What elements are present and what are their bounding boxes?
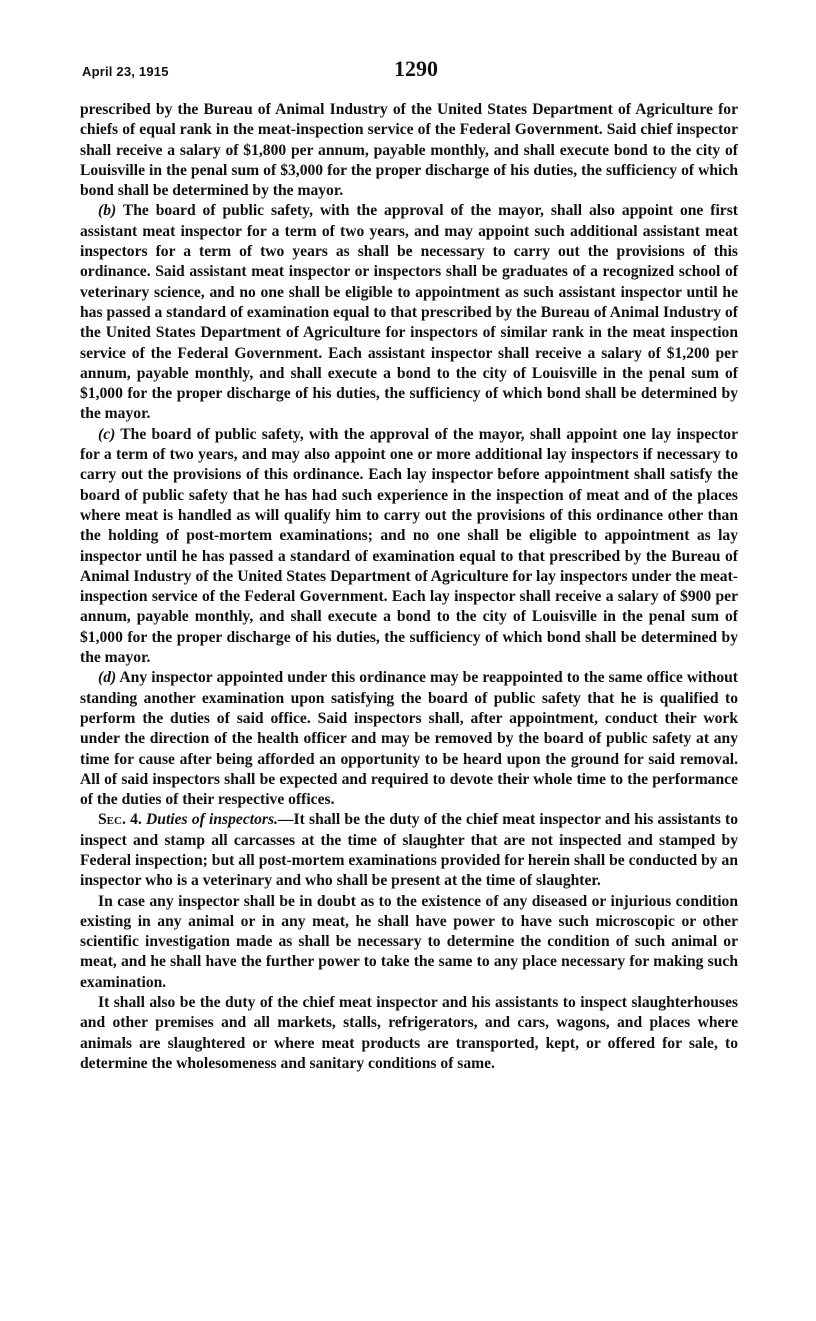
paragraph-text: —It shall be the duty of the chief meat inspector and his assistants to inspect and stamp all carcasses at the time of slaughter that are not inspected and stamped by Federal inspection; but all post-mortem examinations provided for herein shall be conducted by an inspector who is a veterinary and who shall be present at the time of slaughter. xyxy=(80,811,738,890)
paragraph-continuation xyxy=(80,100,738,201)
body-text xyxy=(80,100,738,1074)
paragraph-text: Any inspector appointed under this ordinance may be reappointed to the same office without standing another examination upon satisfying the board of public safety that he is qualified to perform the duties of said office. Said inspectors shall, after appointment, conduct their work under the direction of the health officer and may be removed by the board of public safety at any time for cause after being afforded an opportunity to be heard upon the ground for said removal. All of said inspectors shall be expected and required to devote their whole time to the performance of the duties of their respective offices. xyxy=(80,669,738,809)
paragraph-d xyxy=(80,668,738,810)
paragraph-premises xyxy=(80,993,738,1074)
paragraph-text: The board of public safety, with the approval of the mayor, shall also appoint one first assistant meat inspector for a term of two years, and may appoint such additional assistant meat inspectors for a term of two years as shall be necessary to carry out the provisions of this ordinance. Said assistant meat inspector or inspectors shall be graduates of a recognized school of veterinary science, and no one shall be eligible to appointment as such assistant inspector until he has passed a standard of examination equal to that prescribed by the Bureau of Animal Industry of the United States Department of Agriculture for inspectors of similar rank in the meat inspection service of the Federal Government. Each assistant inspector shall receive a salary of $1,200 per annum, payable monthly, and shall execute a bond to the city of Louisville in the penal sum of $1,000 for the proper discharge of his duties, the sufficiency of which bond shall be determined by the mayor. xyxy=(80,202,738,423)
page-number: 1290 xyxy=(394,56,438,81)
paragraph-text: It shall also be the duty of the chief meat inspector and his assistants to inspect slaughterhouses and other premises and all markets, stalls, refrigerators, and cars, wagons, and places where animals are slaughtered or where meat products are transported, kept, or offered for sale, to determine the wholesomeness and sanitary conditions of same. xyxy=(80,994,738,1072)
paragraph-text: prescribed by the Bureau of Animal Industry of the United States Department of Agriculture for chiefs of equal rank in the meat-inspection service of the Federal Government. Said chief inspector shall receive a salary of $1,800 per annum, payable monthly, and shall execute bond to the city of Louisville in the penal sum of $3,000 for the proper discharge of his duties, the sufficiency of which bond shall be determined by the mayor. xyxy=(80,101,738,200)
section-4-paragraph xyxy=(80,810,738,891)
subsection-marker-d: (d) xyxy=(98,669,117,687)
running-head xyxy=(82,56,738,86)
paragraph-text: The board of public safety, with the approval of the mayor, shall appoint one lay inspector for a term of two years, and may also appoint one or more additional lay inspectors if necessary to carry out the provisions of this ordinance. Each lay inspector before appointment shall satisfy the board of public safety that he has had such experience in the inspection of meat and of the places where meat is handled as will qualify him to carry out the provisions of this ordinance other than the holding of post-mortem examinations; and no one shall be eligible to appointment as lay inspector until he has passed a standard of examination equal to that prescribed by the Bureau of Animal Industry of the United States Department of Agriculture for lay inspectors under the meat-inspection service of the Federal Government. Each lay inspector shall receive a salary of $900 per annum, payable monthly, and shall execute a bond to the city of Louisville in the penal sum of $1,000 for the proper discharge of his duties, the sufficiency of which bond shall be determined by the mayor. xyxy=(80,425,738,667)
paragraph-c xyxy=(80,425,738,669)
publication-date: April 23, 1915 xyxy=(82,64,169,79)
paragraph-b xyxy=(80,201,738,424)
section-heading: Duties of inspectors. xyxy=(146,811,278,829)
subsection-marker-c: (c) xyxy=(98,425,116,443)
subsection-marker-b: (b) xyxy=(98,202,117,220)
section-label: Sec. 4. xyxy=(98,811,142,829)
paragraph-doubt xyxy=(80,892,738,993)
paragraph-text: In case any inspector shall be in doubt as to the existence of any diseased or injurious condition existing in any animal or in any meat, he shall have power to have such microscopic or other scientific investigation made as shall be necessary to determine the condition of such animal or meat, and he shall have the further power to take the same to any place necessary for making such examination. xyxy=(80,892,738,991)
